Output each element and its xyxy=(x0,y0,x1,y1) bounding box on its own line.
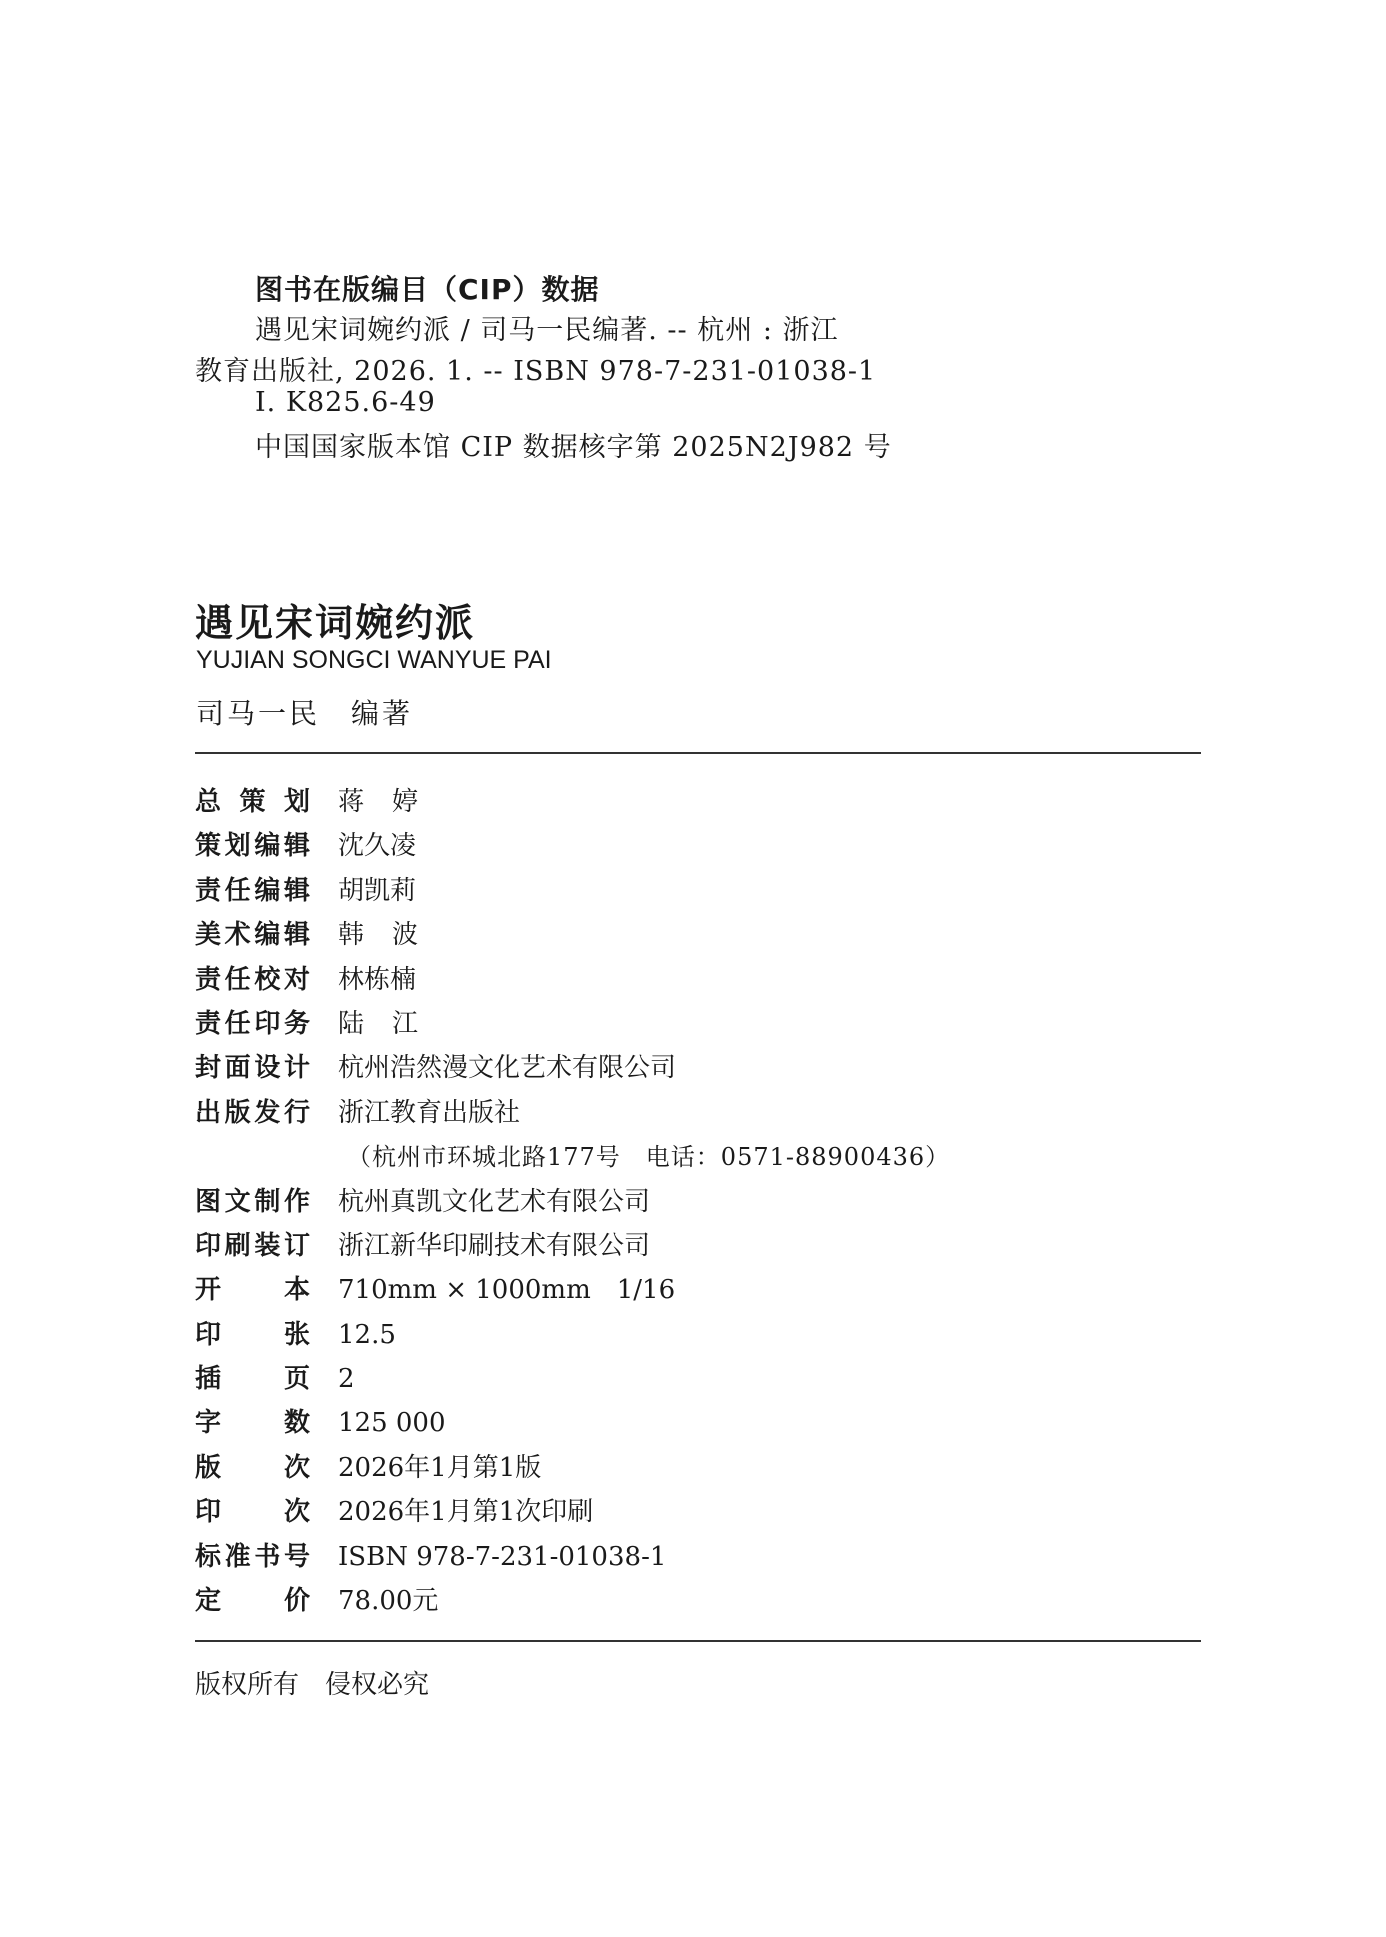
credit-value: 浙江教育出版社 xyxy=(338,1097,521,1128)
cip-title: 图书在版编目（CIP）数据 xyxy=(255,273,600,306)
credit-row xyxy=(195,1224,1201,1268)
credit-value: ISBN 978-7-231-01038-1 xyxy=(338,1541,667,1572)
credit-label: 责 任 印 务 xyxy=(195,1008,310,1039)
credit-row xyxy=(195,1579,1201,1623)
credit-row xyxy=(195,958,1201,1002)
credit-value: 2026年1月第1次印刷 xyxy=(338,1497,594,1528)
credit-value: 杭州浩然漫文化艺术有限公司 xyxy=(338,1053,677,1084)
credit-row xyxy=(195,1046,1201,1090)
credit-row xyxy=(195,1490,1201,1534)
credit-value: 78.00元 xyxy=(338,1586,439,1617)
credit-label: 版 次 xyxy=(195,1452,310,1483)
credit-value: 710mm × 1000mm 1/16 xyxy=(338,1275,676,1306)
credit-label: 字 数 xyxy=(195,1408,310,1439)
credit-row xyxy=(195,824,1201,868)
cip-line-4: 中国国家版本馆 CIP 数据核字第 2025N2J982 号 xyxy=(255,432,892,463)
credit-label: 印 次 xyxy=(195,1497,310,1528)
credit-value: 胡凯莉 xyxy=(338,875,417,906)
credit-value: 陆江 xyxy=(338,1008,447,1039)
credit-row xyxy=(195,1135,1201,1179)
credit-row xyxy=(195,1180,1201,1224)
credit-value: 沈久凌 xyxy=(338,831,417,862)
credit-label: 图 文 制 作 xyxy=(195,1186,310,1217)
credit-row xyxy=(195,1446,1201,1490)
credit-label: 印 刷 装 订 xyxy=(195,1230,310,1261)
credit-row xyxy=(195,1357,1201,1401)
credit-value: （杭州市环城北路177号 电话：0571-88900436） xyxy=(347,1143,951,1172)
credit-label: 策 划 编 辑 xyxy=(195,831,310,862)
credit-row xyxy=(195,869,1201,913)
credit-row xyxy=(195,1091,1201,1135)
credit-row xyxy=(195,780,1201,824)
credit-row xyxy=(195,913,1201,957)
cip-line-3: Ⅰ. K825.6-49 xyxy=(255,387,436,418)
credit-row xyxy=(195,1268,1201,1312)
credit-value: 2026年1月第1版 xyxy=(338,1452,542,1483)
credit-value: 12.5 xyxy=(338,1319,396,1350)
credits-table xyxy=(195,780,1201,1623)
credit-value: 2 xyxy=(338,1364,355,1395)
credit-value: 杭州真凯文化艺术有限公司 xyxy=(338,1186,651,1217)
bottom-divider xyxy=(195,1640,1201,1642)
credit-label: 责 任 编 辑 xyxy=(195,875,310,906)
credit-label: 美 术 编 辑 xyxy=(195,920,310,951)
credit-row xyxy=(195,1313,1201,1357)
copyright-notice: 版权所有 侵权必究 xyxy=(195,1670,430,1700)
credit-label: 插 页 xyxy=(195,1364,310,1395)
credit-label: 出 版 发 行 xyxy=(195,1097,310,1128)
cip-line-2: 教育出版社, 2026. 1. -- ISBN 978-7-231-01038-1 xyxy=(195,356,877,387)
credit-label: 定 价 xyxy=(195,1586,310,1617)
top-divider xyxy=(195,752,1201,754)
book-author: 司马一民 编著 xyxy=(196,697,414,730)
credit-label: 印 张 xyxy=(195,1319,310,1350)
cip-line-1: 遇见宋词婉约派 / 司马一民编著. -- 杭州 : 浙江 xyxy=(255,315,839,346)
credit-label: 标 准 书 号 xyxy=(195,1541,310,1572)
credit-label: 封 面 设 计 xyxy=(195,1053,310,1084)
credit-value: 蒋婷 xyxy=(338,787,447,817)
credit-label: 总 策 划 xyxy=(195,787,310,817)
credit-value: 韩波 xyxy=(338,920,447,951)
credit-label: 责 任 校 对 xyxy=(195,964,310,995)
credit-row xyxy=(195,1535,1201,1579)
credit-label: 开 本 xyxy=(195,1275,310,1306)
credit-value: 125 000 xyxy=(338,1408,446,1439)
book-pinyin: YUJIAN SONGCI WANYUE PAI xyxy=(196,646,552,674)
credit-value: 林栋楠 xyxy=(338,964,417,995)
credit-row xyxy=(195,1002,1201,1046)
book-title: 遇见宋词婉约派 xyxy=(195,601,476,645)
credit-value: 浙江新华印刷技术有限公司 xyxy=(338,1230,651,1261)
credit-row xyxy=(195,1401,1201,1445)
